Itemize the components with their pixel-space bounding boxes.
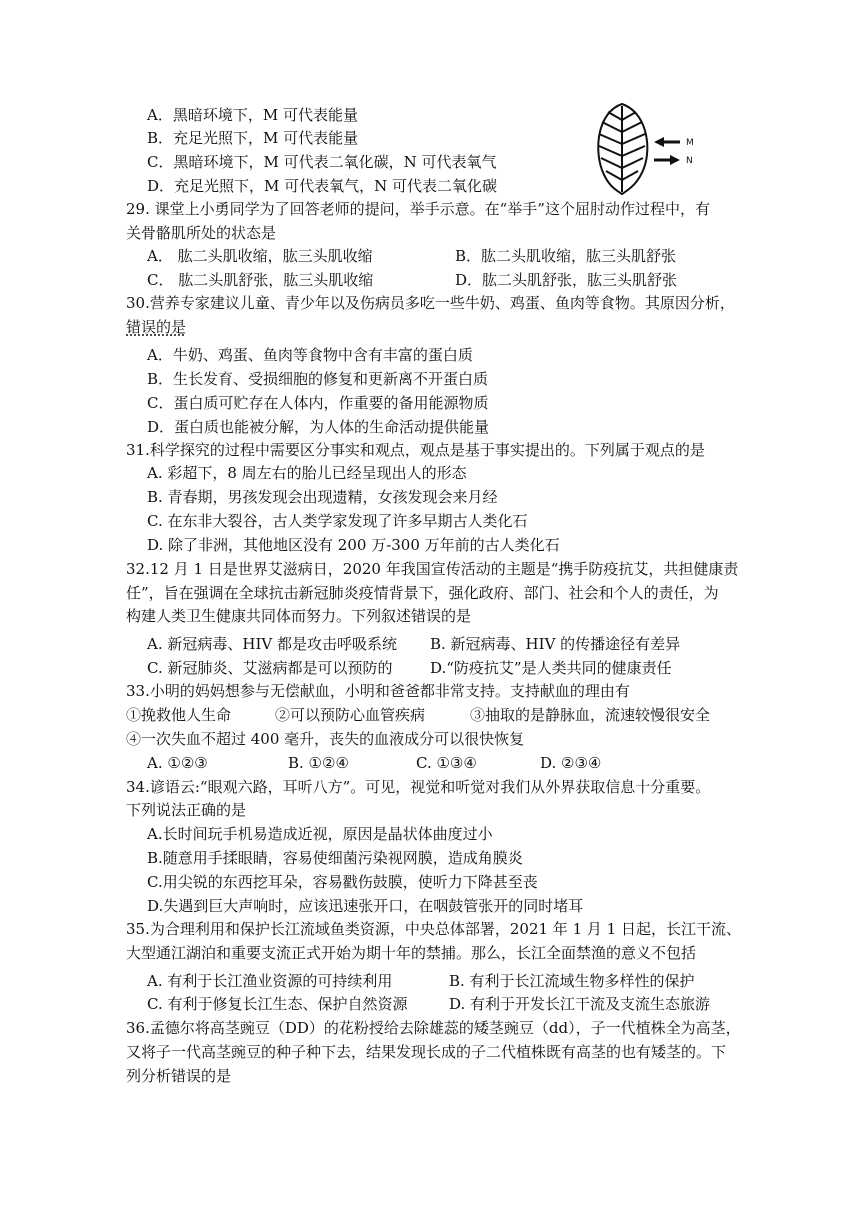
leaf-diagram	[592, 100, 702, 196]
q34-option-c: C.用尖锐的东西挖耳朵，容易戳伤鼓膜，使听力下降甚至丧	[147, 873, 538, 891]
q34-option-a: A.长时间玩手机易造成近视，原因是晶状体曲度过小	[147, 825, 493, 843]
q35-option-d: D. 有利于开发长江干流及支流生态旅游	[449, 995, 711, 1013]
q30-option-c: C．蛋白质可贮存在人体内，作重要的备用能源物质	[147, 394, 489, 412]
q33-option-b: B. ①②④	[288, 754, 349, 772]
q28-option-c: C．黑暗环境下，M 可代表二氧化碳，N 可代表氧气	[147, 153, 497, 171]
arrow-n-icon	[654, 155, 680, 165]
q33-reason-1: ①挽救他人生命	[126, 706, 232, 724]
q33-option-c: C. ①③④	[416, 754, 477, 772]
q29-option-d: D．肱二头肌舒张，肱三头肌舒张	[455, 271, 678, 289]
q32-stem-line3: 构建人类卫生健康共同体而努力。下列叙述错误的是	[126, 607, 472, 625]
q29-stem-line1: 29. 课堂上小勇同学为了回答老师的提问，举手示意。在“举手”这个屈肘动作过程中，有	[126, 200, 710, 218]
q28-option-a: A．黑暗环境下，M 可代表能量	[147, 106, 358, 124]
q34-option-b: B.随意用手揉眼睛，容易使细菌污染视网膜，造成角膜炎	[147, 849, 523, 867]
q31-option-b: B. 青春期，男孩发现会出现遗精，女孩发现会来月经	[147, 488, 498, 506]
q33-option-d: D. ②③④	[540, 754, 602, 772]
q36-stem-line3: 列分析错误的是	[126, 1067, 232, 1085]
leaf-icon	[598, 104, 647, 194]
q33-stem: 33.小明的妈妈想参与无偿献血，小明和爸爸都非常支持。支持献血的理由有	[126, 682, 630, 700]
q33-reason-2: ②可以预防心血管疾病	[275, 706, 426, 724]
q32-stem-line2: 任”，旨在强调在全球抗击新冠肺炎疫情背景下，强化政府、部门、社会和个人的责任，为	[126, 584, 719, 602]
q29-option-b: B．肱二头肌收缩，肱三头肌舒张	[455, 247, 677, 265]
q30-stem-line2: 错误的是	[126, 318, 187, 336]
q35-stem-line1: 35.为合理利用和保护长江流域鱼类资源，中央总体部署，2021 年 1 月 1 日起，长江干流、	[126, 920, 741, 938]
q35-stem-line2: 大型通江湖泊和重要支流正式开始为期十年的禁捕。那么，长江全面禁渔的意义不包括	[126, 944, 697, 962]
q31-stem: 31.科学探究的过程中需要区分事实和观点，观点是基于事实提出的。下列属于观点的是	[126, 441, 705, 459]
q31-option-a: A. 彩超下，8 周左右的胎儿已经呈现出人的形态	[147, 464, 467, 482]
q28-option-b: B．充足光照下，M 可代表能量	[147, 129, 359, 147]
q30-option-a: A．牛奶、鸡蛋、鱼肉等食物中含有丰富的蛋白质	[147, 346, 473, 364]
q32-option-c: C. 新冠肺炎、艾滋病都是可以预防的	[147, 659, 393, 677]
q32-option-a: A. 新冠病毒、HIV 都是攻击呼吸系统	[147, 635, 397, 653]
q28-option-d: D．充足光照下，M 可代表氧气，N 可代表二氧化碳	[147, 177, 498, 195]
q30-option-b: B．生长发育、受损细胞的修复和更新离不开蛋白质	[147, 370, 489, 388]
q31-option-d: D. 除了非洲，其他地区没有 200 万-300 万年前的古人类化石	[147, 536, 560, 554]
label-m: M	[686, 138, 694, 148]
q32-option-b: B. 新冠病毒、HIV 的传播途径有差异	[430, 635, 681, 653]
q29-option-a: A． 肱二头肌收缩，肱三头肌收缩	[147, 247, 373, 265]
q29-option-c: C． 肱二头肌舒张，肱三头肌收缩	[147, 271, 374, 289]
q35-option-c: C. 有利于修复长江生态、保护自然资源	[147, 995, 408, 1013]
q30-option-d: D．蛋白质也能被分解，为人体的生命活动提供能量	[147, 418, 490, 436]
q29-stem-line2: 关骨骼肌所处的状态是	[126, 224, 277, 242]
q36-stem-line2: 又将子一代高茎豌豆的种子种下去，结果发现长成的子二代植株既有高茎的也有矮茎的。下	[126, 1043, 727, 1061]
arrow-m-icon	[654, 137, 680, 147]
q35-option-a: A. 有利于长江渔业资源的可持续利用	[147, 972, 393, 990]
q33-reason-4: ④一次失血不超过 400 毫升，丧失的血液成分可以很快恢复	[126, 730, 525, 748]
q33-option-a: A. ①②③	[147, 754, 208, 772]
q33-reason-3: ③抽取的是静脉血，流速较慢很安全	[470, 706, 711, 724]
q32-option-d: D.“防疫抗艾”是人类共同的健康责任	[430, 659, 672, 677]
q30-stem-line1: 30.营养专家建议儿童、青少年以及伤病员多吃一些牛奶、鸡蛋、鱼肉等食物。其原因分析，	[126, 294, 735, 312]
q36-stem-line1: 36.孟德尔将高茎豌豆（DD）的花粉授给去除雄蕊的矮茎豌豆（dd），子一代植株全为高茎，	[126, 1019, 741, 1037]
q35-option-b: B. 有利于长江流域生物多样性的保护	[449, 972, 695, 990]
q34-option-d: D.失遇到巨大声响时，应该迅速张开口，在咽鼓管张开的同时堵耳	[147, 897, 584, 915]
q34-stem-line1: 34.谚语云:“眼观六路，耳听八方”。可见，视觉和听觉对我们从外界获取信息十分重要。	[126, 778, 711, 796]
q31-option-c: C. 在东非大裂谷，古人类学家发现了许多早期古人类化石	[147, 512, 528, 530]
q34-stem-line2: 下列说法正确的是	[126, 801, 247, 819]
label-n: N	[686, 156, 693, 166]
q32-stem-line1: 32.12 月 1 日是世界艾滋病日，2020 年我国宣传活动的主题是“携手防疫抗艾，共担健康责	[126, 560, 739, 578]
